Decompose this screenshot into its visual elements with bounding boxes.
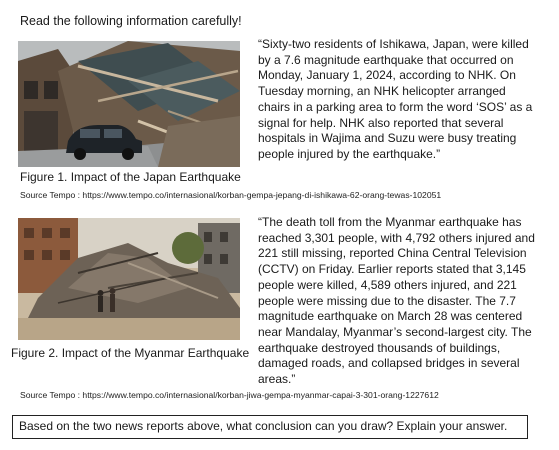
japan-earthquake-photo <box>18 41 240 167</box>
myanmar-news-quote: “The death toll from the Myanmar earthquake has reached 3,301 people, with 4,792 others injured and 221 still missing, reported China Central Television (CCTV) on Friday. Earlier reports stated that 3,145 people were killed, 4,589 others injured, and 221 people were missing due to the disaster. The 7.7 magnitude earthquake on March 28 was centered near Mandalay, Myanmar’s second-largest city. The earthquake destroyed thousands of buildings, damaged roads, and collapsed bridges in several areas.” <box>258 215 535 387</box>
japan-source-link[interactable]: Source Tempo : https://www.tempo.co/internasional/korban-gempa-jepang-di-ishikawa-62-orang-tewas-102051 <box>20 190 442 200</box>
myanmar-earthquake-photo <box>18 218 240 340</box>
myanmar-source-link[interactable]: Source Tempo : https://www.tempo.co/internasional/korban-jiwa-gempa-myanmar-capai-3-301-orang-1227612 <box>20 390 439 400</box>
figure-1-caption: Figure 1. Impact of the Japan Earthquake <box>20 170 241 184</box>
instruction-text: Read the following information carefully! <box>20 14 242 28</box>
japan-news-quote: “Sixty-two residents of Ishikawa, Japan, were killed by a 7.6 magnitude earthquake that occurred on Monday, January 1, 2024, according to NHK. On Tuesday morning, an NHK helicopter arranged chairs in a parking area to form the word ‘SOS’ as a signal for help. NHK also reported that several hospitals in Wajima and Suzu were busy treating people injured by the earthquake.” <box>258 37 533 161</box>
question-box: Based on the two news reports above, what conclusion can you draw? Explain your answer. <box>12 415 528 439</box>
figure-2-caption: Figure 2. Impact of the Myanmar Earthquake <box>11 346 250 360</box>
